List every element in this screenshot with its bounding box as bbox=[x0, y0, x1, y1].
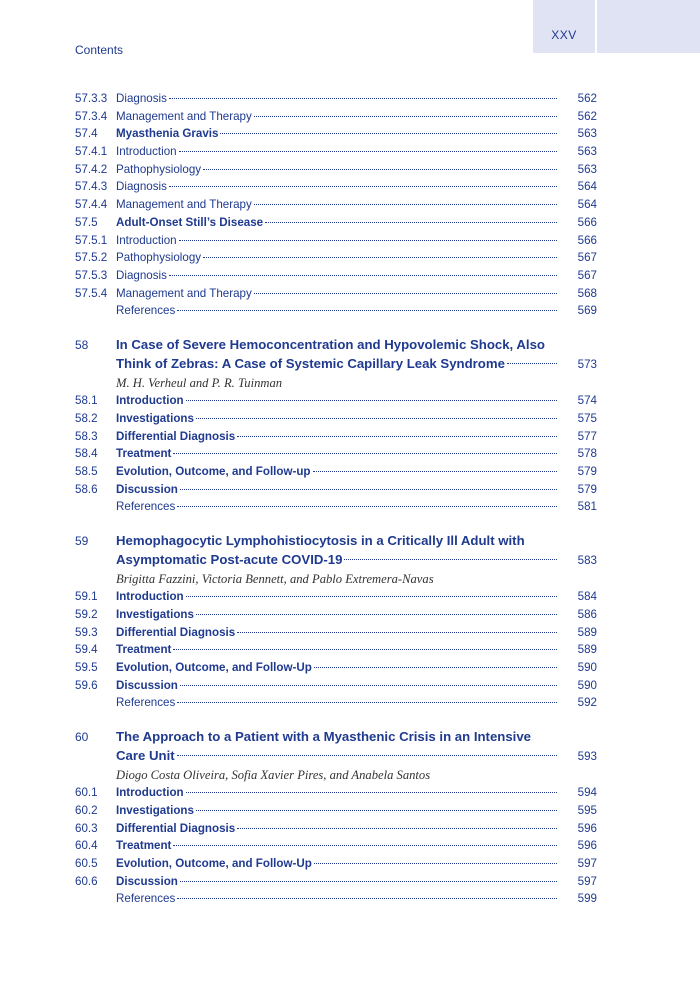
chapter-authors: M. H. Verheul and P. R. Tuinman bbox=[116, 376, 283, 391]
section-number: 58.5 bbox=[75, 464, 98, 478]
toc-entry[interactable] bbox=[75, 392, 597, 410]
section-number: 59.4 bbox=[75, 643, 98, 657]
toc-entry[interactable] bbox=[75, 677, 597, 695]
dot-leader bbox=[203, 168, 557, 170]
page-ref[interactable]: 596 bbox=[577, 821, 597, 835]
page-ref[interactable]: 597 bbox=[577, 856, 597, 870]
toc-entry[interactable] bbox=[75, 302, 597, 320]
chapter-authors: Brigitta Fazzini, Victoria Bennett, and Pablo Extremera-Navas bbox=[116, 572, 434, 587]
toc-entry[interactable] bbox=[75, 641, 597, 659]
dot-leader bbox=[173, 452, 557, 454]
section-number: 57.4.2 bbox=[75, 162, 108, 176]
section-number: 58.2 bbox=[75, 411, 98, 425]
toc-entry[interactable] bbox=[75, 125, 597, 143]
toc-entry[interactable] bbox=[75, 481, 597, 499]
toc-entry[interactable] bbox=[75, 624, 597, 642]
toc-entry[interactable] bbox=[75, 249, 597, 267]
table-of-contents bbox=[75, 90, 597, 908]
dot-leader bbox=[186, 791, 557, 793]
page-ref[interactable]: 594 bbox=[577, 786, 597, 800]
page-ref[interactable]: 563 bbox=[577, 127, 597, 141]
dot-leader bbox=[196, 613, 557, 615]
section-title-wrap bbox=[116, 784, 561, 802]
page-ref[interactable]: 581 bbox=[577, 500, 597, 514]
dot-leader bbox=[173, 844, 557, 846]
chapter-heading[interactable] bbox=[75, 532, 597, 570]
section-title-wrap bbox=[116, 196, 561, 214]
dot-leader bbox=[254, 115, 557, 117]
section-title-wrap bbox=[116, 410, 561, 428]
dot-leader bbox=[314, 666, 557, 668]
section-title-wrap bbox=[116, 837, 561, 855]
section-title[interactable]: Myasthenia Gravis bbox=[116, 127, 219, 141]
section-title-wrap bbox=[116, 855, 561, 873]
section-title-wrap bbox=[116, 285, 561, 303]
chapter-block bbox=[75, 532, 597, 712]
chapter-page-ref[interactable]: 583 bbox=[577, 553, 597, 567]
section-title-wrap bbox=[116, 108, 561, 126]
page-ref[interactable]: 577 bbox=[577, 429, 597, 443]
page-ref[interactable]: 596 bbox=[577, 839, 597, 853]
dot-leader bbox=[314, 862, 557, 864]
section-title[interactable]: Introduction bbox=[116, 145, 177, 159]
section-number: 57.5.1 bbox=[75, 233, 108, 247]
section-number: 58.6 bbox=[75, 482, 98, 496]
dot-leader bbox=[196, 809, 557, 811]
section-title-wrap bbox=[116, 659, 561, 677]
section-number: 57.3.3 bbox=[75, 92, 108, 105]
dot-leader bbox=[177, 309, 557, 311]
section-title-wrap bbox=[116, 873, 561, 891]
page-ref[interactable]: 575 bbox=[577, 411, 597, 425]
page-ref[interactable]: 595 bbox=[577, 803, 597, 817]
toc-entry[interactable] bbox=[75, 143, 597, 161]
page-ref[interactable]: 564 bbox=[577, 198, 597, 212]
section-title[interactable]: Treatment bbox=[116, 643, 172, 657]
section-title-wrap bbox=[116, 392, 561, 410]
page-ref[interactable]: 563 bbox=[577, 145, 597, 159]
page-ref[interactable]: 584 bbox=[577, 590, 597, 604]
section-title-wrap bbox=[116, 143, 561, 161]
toc-entry[interactable] bbox=[75, 232, 597, 250]
section-number: 58.1 bbox=[75, 394, 98, 408]
section-number: 60.2 bbox=[75, 803, 98, 817]
section-title-wrap bbox=[116, 428, 561, 446]
page-number: XXV bbox=[551, 28, 577, 42]
chapter-page-ref[interactable]: 573 bbox=[577, 357, 597, 371]
chapter-title bbox=[116, 336, 597, 374]
section-number: 60.6 bbox=[75, 874, 98, 888]
dot-leader bbox=[186, 399, 557, 401]
section-title-wrap bbox=[116, 641, 561, 659]
dot-leader bbox=[196, 417, 557, 419]
page-number-tab bbox=[533, 0, 595, 53]
page-ref[interactable]: 590 bbox=[577, 678, 597, 692]
page-ref[interactable]: 562 bbox=[577, 109, 597, 123]
running-head: Contents bbox=[75, 43, 124, 57]
section-title-wrap bbox=[116, 606, 561, 624]
section-number: 57.4.4 bbox=[75, 198, 108, 212]
toc-entry[interactable] bbox=[75, 428, 597, 446]
section-title[interactable]: Introduction bbox=[116, 786, 184, 800]
page-ref[interactable]: 574 bbox=[577, 394, 597, 408]
section-title-wrap bbox=[116, 694, 561, 712]
section-number: 59.3 bbox=[75, 625, 98, 639]
dot-leader bbox=[237, 827, 557, 829]
section-title[interactable]: Diagnosis bbox=[116, 180, 167, 194]
section-title[interactable]: Diagnosis bbox=[116, 268, 167, 282]
section-number: 57.4 bbox=[75, 127, 98, 141]
section-title[interactable]: Diagnosis bbox=[116, 92, 167, 105]
section-title[interactable]: Adult-Onset Still’s Disease bbox=[116, 215, 264, 229]
page-ref[interactable]: 567 bbox=[577, 268, 597, 282]
section-number: 57.5.3 bbox=[75, 268, 108, 282]
toc-entry[interactable] bbox=[75, 820, 597, 838]
toc-entry[interactable] bbox=[75, 694, 597, 712]
section-number: 57.4.1 bbox=[75, 145, 108, 159]
toc-entry[interactable] bbox=[75, 837, 597, 855]
page-ref[interactable]: 564 bbox=[577, 180, 597, 194]
section-number: 57.4.3 bbox=[75, 180, 108, 194]
section-title-wrap bbox=[116, 890, 561, 908]
section-title[interactable]: References bbox=[116, 696, 176, 710]
page-ref[interactable]: 597 bbox=[577, 874, 597, 888]
chapter-title-line-1: Hemophagocytic Lymphohistiocytosis in a Critically Ill Adult with bbox=[116, 532, 525, 548]
chapter-title-line-2-row bbox=[116, 747, 597, 767]
section-title-wrap bbox=[116, 214, 561, 232]
page-ref[interactable]: 590 bbox=[577, 660, 597, 674]
section-title[interactable]: Management and Therapy bbox=[116, 198, 252, 212]
dot-leader bbox=[265, 221, 557, 223]
dot-leader bbox=[237, 435, 557, 437]
toc-entry[interactable] bbox=[75, 890, 597, 908]
section-number: 58.3 bbox=[75, 429, 98, 443]
section-title-wrap bbox=[116, 445, 561, 463]
dot-leader bbox=[177, 897, 557, 899]
dot-leader bbox=[313, 470, 557, 472]
chapter-title-line-2: Think of Zebras: A Case of Systemic Capillary Leak Syndrome bbox=[116, 355, 505, 371]
section-number: 59.1 bbox=[75, 590, 98, 604]
toc-entry[interactable] bbox=[75, 267, 597, 285]
section-number: 59.2 bbox=[75, 607, 98, 621]
chapter-title-line-1: The Approach to a Patient with a Myasthenic Crisis in an Intensive bbox=[116, 728, 532, 744]
chapter-title-line-2-row bbox=[116, 551, 597, 571]
dot-leader bbox=[177, 505, 557, 507]
chapter-title-line-2: Asymptomatic Post-acute COVID-19 bbox=[116, 551, 343, 567]
section-title-wrap bbox=[116, 232, 561, 250]
section-title[interactable]: Discussion bbox=[116, 874, 178, 888]
dot-leader bbox=[177, 754, 557, 756]
dot-leader bbox=[180, 880, 557, 882]
section-number: 60.1 bbox=[75, 786, 98, 800]
section-title[interactable]: Evolution, Outcome, and Follow-up bbox=[116, 464, 311, 478]
toc-entry[interactable] bbox=[75, 161, 597, 179]
toc-entry[interactable] bbox=[75, 606, 597, 624]
toc-entry[interactable] bbox=[75, 802, 597, 820]
section-title-wrap bbox=[116, 125, 561, 143]
chapter-heading[interactable] bbox=[75, 336, 597, 374]
page-ref[interactable]: 578 bbox=[577, 447, 597, 461]
dot-leader bbox=[169, 274, 557, 276]
section-title-wrap bbox=[116, 249, 561, 267]
page-ref[interactable]: 562 bbox=[577, 92, 597, 105]
dot-leader bbox=[180, 488, 557, 490]
chapter-title-line-1: In Case of Severe Hemoconcentration and Hypovolemic Shock, Also bbox=[116, 336, 545, 352]
section-title[interactable]: Differential Diagnosis bbox=[116, 821, 236, 835]
section-number: 60.5 bbox=[75, 856, 98, 870]
section-title[interactable]: Introduction bbox=[116, 233, 177, 247]
section-title[interactable]: References bbox=[116, 500, 176, 514]
section-number: 59.5 bbox=[75, 660, 98, 674]
section-title-wrap bbox=[116, 302, 561, 320]
toc-entry[interactable] bbox=[75, 90, 597, 108]
dot-leader bbox=[203, 256, 557, 258]
page-ref[interactable]: 568 bbox=[577, 286, 597, 300]
page-ref[interactable]: 592 bbox=[577, 696, 597, 710]
section-title[interactable]: Investigations bbox=[116, 803, 194, 817]
section-title[interactable]: Discussion bbox=[116, 482, 178, 496]
section-title[interactable]: References bbox=[116, 304, 176, 318]
toc-entry[interactable] bbox=[75, 855, 597, 873]
toc-entry[interactable] bbox=[75, 588, 597, 606]
section-title-wrap bbox=[116, 624, 561, 642]
dot-leader bbox=[180, 684, 557, 686]
section-title-wrap bbox=[116, 481, 561, 499]
section-title-wrap bbox=[116, 498, 561, 516]
section-number: 57.3.4 bbox=[75, 109, 108, 123]
section-number: 58.4 bbox=[75, 447, 98, 461]
section-title[interactable]: Discussion bbox=[116, 678, 178, 692]
page-ref[interactable]: 586 bbox=[577, 607, 597, 621]
section-title-wrap bbox=[116, 178, 561, 196]
section-title[interactable]: Management and Therapy bbox=[116, 286, 252, 300]
toc-entry[interactable] bbox=[75, 873, 597, 891]
dot-leader bbox=[237, 631, 557, 633]
section-title[interactable]: Pathophysiology bbox=[116, 251, 202, 265]
page-ref[interactable]: 599 bbox=[577, 892, 597, 906]
chapter-title bbox=[116, 728, 597, 766]
dot-leader bbox=[179, 150, 557, 152]
section-number: 59.6 bbox=[75, 678, 98, 692]
chapter-title bbox=[116, 532, 597, 570]
toc-entry[interactable] bbox=[75, 196, 597, 214]
chapter-number: 60 bbox=[75, 729, 89, 744]
toc-entry[interactable] bbox=[75, 445, 597, 463]
dot-leader bbox=[173, 648, 557, 650]
page-ref[interactable]: 579 bbox=[577, 482, 597, 496]
section-title[interactable]: Pathophysiology bbox=[116, 162, 202, 176]
toc-entry[interactable] bbox=[75, 498, 597, 516]
chapter-number: 58 bbox=[75, 337, 89, 352]
section-title[interactable]: Differential Diagnosis bbox=[116, 429, 236, 443]
toc-entry[interactable] bbox=[75, 784, 597, 802]
section-title-wrap bbox=[116, 820, 561, 838]
dot-leader bbox=[177, 701, 557, 703]
toc-entry[interactable] bbox=[75, 463, 597, 481]
section-title[interactable]: Investigations bbox=[116, 411, 194, 425]
chapter-page-ref[interactable]: 593 bbox=[577, 749, 597, 763]
page-ref[interactable]: 579 bbox=[577, 464, 597, 478]
chapter-block bbox=[75, 728, 597, 908]
section-title[interactable]: Treatment bbox=[116, 447, 172, 461]
section-number: 60.4 bbox=[75, 839, 98, 853]
section-title[interactable]: Introduction bbox=[116, 590, 184, 604]
page-edge-strip bbox=[597, 0, 700, 53]
section-title[interactable]: Evolution, Outcome, and Follow-Up bbox=[116, 660, 312, 674]
section-title-wrap bbox=[116, 463, 561, 481]
chapter-number: 59 bbox=[75, 533, 89, 548]
section-number: 60.3 bbox=[75, 821, 98, 835]
chapter-title-line-2-row bbox=[116, 355, 597, 375]
chapter-title-line-2: Care Unit bbox=[116, 747, 175, 763]
section-title-wrap bbox=[116, 588, 561, 606]
toc-entry[interactable] bbox=[75, 659, 597, 677]
page-ref[interactable]: 563 bbox=[577, 162, 597, 176]
toc-entry[interactable] bbox=[75, 178, 597, 196]
toc-entry[interactable] bbox=[75, 108, 597, 126]
section-title-wrap bbox=[116, 802, 561, 820]
section-title[interactable]: Evolution, Outcome, and Follow-Up bbox=[116, 856, 312, 870]
page-ref[interactable]: 589 bbox=[577, 643, 597, 657]
dot-leader bbox=[344, 558, 557, 560]
dot-leader bbox=[254, 203, 557, 205]
section-title[interactable]: Treatment bbox=[116, 839, 172, 853]
section-title-wrap bbox=[116, 267, 561, 285]
section-title-wrap bbox=[116, 90, 561, 108]
dot-leader bbox=[186, 595, 557, 597]
section-title-wrap bbox=[116, 677, 561, 695]
section-title[interactable]: Management and Therapy bbox=[116, 109, 252, 123]
chapter-block bbox=[75, 336, 597, 516]
chapter-heading[interactable] bbox=[75, 728, 597, 766]
page-ref[interactable]: 567 bbox=[577, 251, 597, 265]
section-number: 57.5.4 bbox=[75, 286, 108, 300]
dot-leader bbox=[220, 132, 557, 134]
page-ref[interactable]: 566 bbox=[577, 233, 597, 247]
toc-entry[interactable] bbox=[75, 285, 597, 303]
dot-leader bbox=[507, 362, 557, 364]
section-number: 57.5.2 bbox=[75, 251, 108, 265]
page-ref[interactable]: 566 bbox=[577, 215, 597, 229]
section-title[interactable]: Differential Diagnosis bbox=[116, 625, 236, 639]
section-title-wrap bbox=[116, 161, 561, 179]
section-title[interactable]: Investigations bbox=[116, 607, 194, 621]
toc-entry[interactable] bbox=[75, 214, 597, 232]
page-ref[interactable]: 589 bbox=[577, 625, 597, 639]
dot-leader bbox=[179, 239, 557, 241]
dot-leader bbox=[169, 97, 557, 99]
dot-leader bbox=[254, 292, 557, 294]
chapter-authors: Diogo Costa Oliveira, Sofia Xavier Pires, and Anabela Santos bbox=[116, 768, 431, 783]
section-number: 57.5 bbox=[75, 215, 98, 229]
toc-entry[interactable] bbox=[75, 410, 597, 428]
section-title[interactable]: References bbox=[116, 892, 176, 906]
page-ref[interactable]: 569 bbox=[577, 304, 597, 318]
dot-leader bbox=[169, 185, 557, 187]
section-title[interactable]: Introduction bbox=[116, 394, 184, 408]
